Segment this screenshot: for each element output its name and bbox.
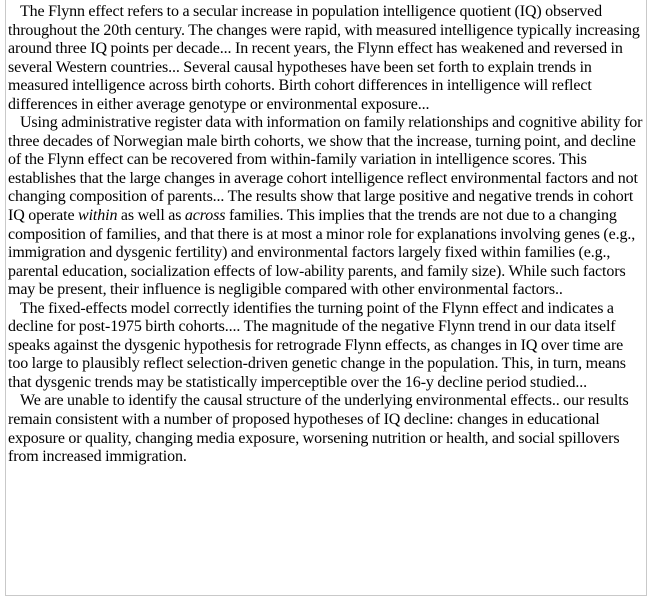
paragraph-text: as well as bbox=[117, 207, 185, 225]
paragraph-text: The fixed-effects model correctly identifies the turning point of the Flynn effect and indicates a decline for post-1975 birth cohorts.... The magnitude of the negative Flynn trend in our data itself speaks against the dysgenic hypothesis for retrograde Flynn effects, as changes in IQ over time are too large to plausibly reflect selection-driven genetic change in the population. This, in turn, means that dysgenic trends may be statistically imperceptible over the 16-y decline period studied... bbox=[8, 299, 626, 391]
paragraph-text: Using administrative register data with information on family relationships and cognitive ability for three decades of Norwegian male birth cohorts, we show that the increase, turning point, and decline of the Flynn effect can be recovered from within-family variation in intelligence scores. This establishes that the large changes in average cohort intelligence reflect environmental factors and not changing composition of parents... The results show that large positive and negative trends in cohort IQ operate bbox=[8, 114, 643, 225]
paragraph-text: families. This implies that the trends are not due to a changing composition of families, and that there is at most a minor role for explanations involving genes (e.g., immigration and dysgenic fertility) and environmental factors largely fixed within families (e.g., parental education, socialization effects of low-ability parents, and family size). While such factors may be present, their influence is negligible compared with other environmental factors.. bbox=[8, 207, 636, 299]
paragraph-flynn-effect-intro bbox=[8, 3, 643, 114]
paragraph-register-data bbox=[8, 114, 643, 299]
paragraph-fixed-effects bbox=[8, 300, 643, 393]
paragraph-text: The Flynn effect refers to a secular increase in population intelligence quotient (IQ) observed throughout the 20th century. The changes were rapid, with measured intelligence typically increasing around three IQ points per decade... In recent years, the Flynn effect has weakened and reversed in several Western countries... Several causal hypotheses have been set forth to explain trends in measured intelligence across birth cohorts. Birth cohort differences in intelligence will reflect differences in either average genotype or environmental exposure... bbox=[8, 3, 640, 113]
document-body bbox=[5, 0, 647, 596]
paragraph-text: We are unable to identify the causal structure of the underlying environmental effects.. our results remain consistent with a number of proposed hypotheses of IQ decline: changes in educational exposure or quality, changing media exposure, worsening nutrition or health, and social spillovers from increased immigration. bbox=[8, 392, 629, 466]
emphasis-across: across bbox=[184, 207, 226, 225]
paragraph-causal-structure bbox=[8, 392, 643, 466]
emphasis-within: within bbox=[78, 207, 118, 225]
